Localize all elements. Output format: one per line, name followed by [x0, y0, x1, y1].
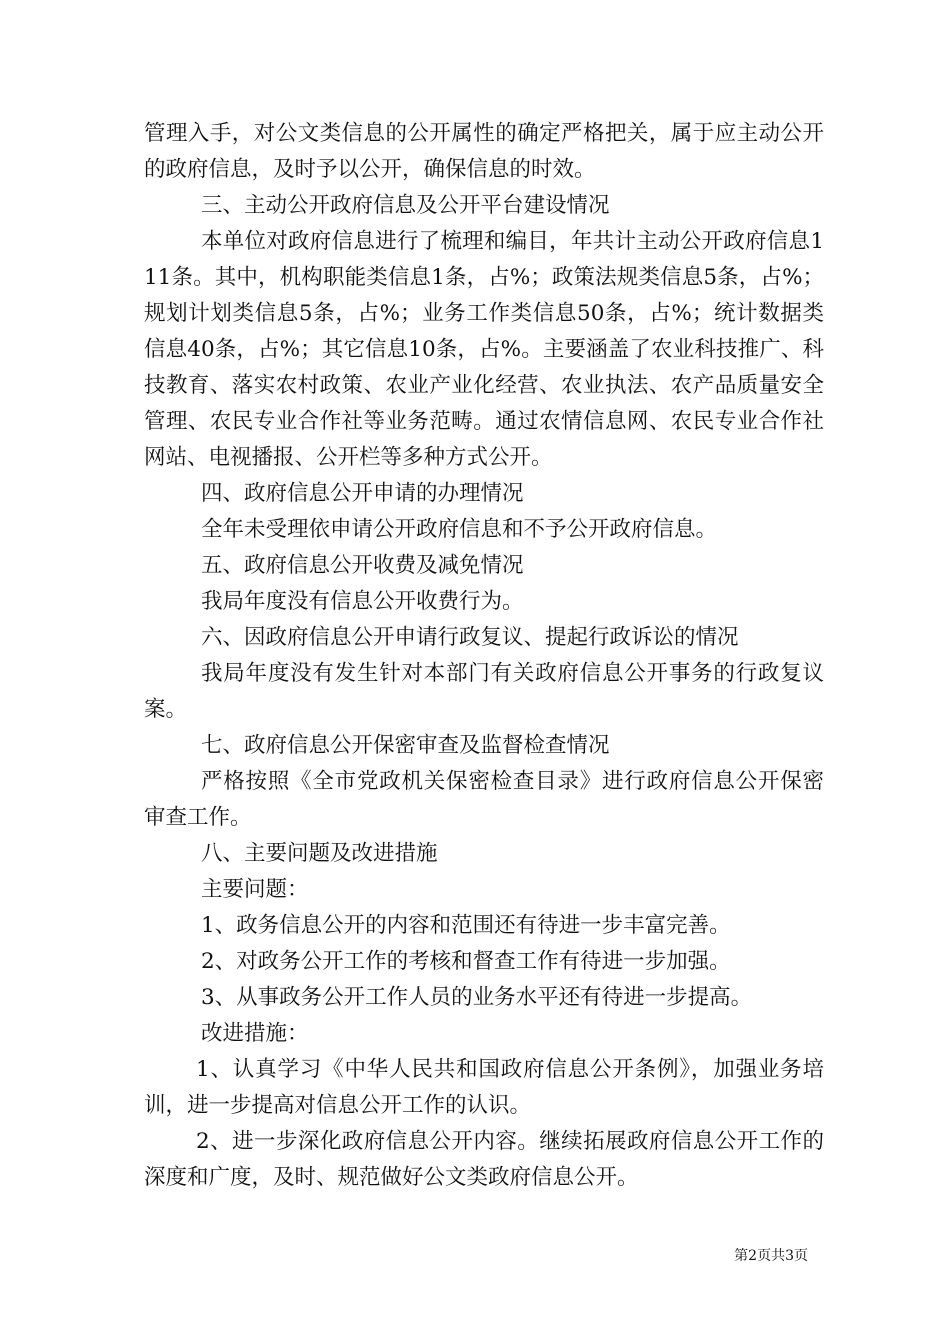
problem-item-1: 1、政务信息公开的内容和范围还有待进一步丰富完善。 — [201, 913, 731, 938]
paragraph-section-5: 我局年度没有信息公开收费行为。 — [201, 589, 524, 614]
paragraph-section-4: 全年未受理依申请公开政府信息和不予公开政府信息。 — [201, 517, 718, 542]
section-heading-7: 七、政府信息公开保密审查及监督检查情况 — [201, 733, 610, 758]
page-number: 第2页共3页 — [734, 1248, 808, 1264]
subheading-main-problems: 主要问题： — [201, 877, 309, 902]
problem-item-3: 3、从事政务公开工作人员的业务水平还有待进一步提高。 — [201, 985, 753, 1010]
section-heading-4: 四、政府信息公开申请的办理情况 — [201, 481, 524, 506]
paragraph-section-3: 本单位对政府信息进行了梳理和编目，年共计主动公开政府信息111条。其中，机构职能类信息1条，占%；政策法规类信息5条，占%；规划计划类信息5条，占%；业务工作类信息50条，占%；统计数据类信息40条，占%；其它信息10条，占%。主要涵盖了农业科技推广、科技教育、落实农村政策、农业产业化经营、农业执法、农产品质量安全管理、农民专业合作社等业务范畴。通过农情信息网、农民专业合作社网站、电视播报、公开栏等多种方式公开。 — [144, 229, 824, 470]
paragraph-section-6: 我局年度没有发生针对本部门有关政府信息公开事务的行政复议案。 — [144, 661, 824, 722]
subheading-improvement-measures: 改进措施： — [201, 1021, 309, 1046]
section-heading-5: 五、政府信息公开收费及减免情况 — [201, 553, 524, 578]
section-heading-8: 八、主要问题及改进措施 — [201, 841, 438, 866]
document-body — [144, 116, 824, 1196]
measure-item-1: 1、认真学习《中华人民共和国政府信息公开条例》，加强业务培训，进一步提高对信息公开工作的认识。 — [144, 1057, 824, 1118]
paragraph-continuation: 管理入手，对公文类信息的公开属性的确定严格把关，属于应主动公开的政府信息，及时予以公开，确保信息的时效。 — [144, 121, 824, 182]
paragraph-section-7: 严格按照《全市党政机关保密检查目录》进行政府信息公开保密审查工作。 — [144, 769, 824, 830]
problem-item-2: 2、对政务公开工作的考核和督查工作有待进一步加强。 — [201, 949, 731, 974]
section-heading-3: 三、主动公开政府信息及公开平台建设情况 — [201, 193, 610, 218]
section-heading-6: 六、因政府信息公开申请行政复议、提起行政诉讼的情况 — [201, 625, 739, 650]
measure-item-2: 2、进一步深化政府信息公开内容。继续拓展政府信息公开工作的深度和广度，及时、规范做好公文类政府信息公开。 — [144, 1129, 824, 1190]
